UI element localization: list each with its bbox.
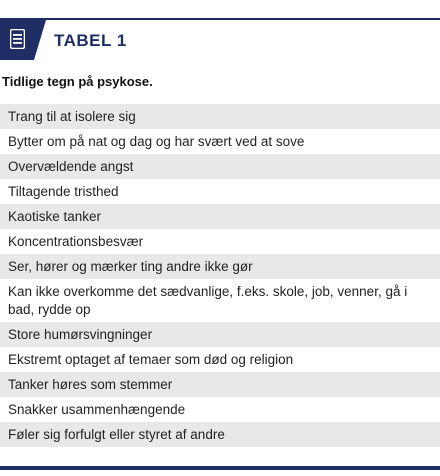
table-row: Kaotiske tanker: [0, 204, 440, 229]
table-row: Tanker høres som stemmer: [0, 372, 440, 397]
table-title: TABEL 1: [54, 31, 127, 50]
table-rows: [0, 104, 440, 447]
table-row: Tiltagende tristhed: [0, 179, 440, 204]
table-row: Koncentrationsbesvær: [0, 229, 440, 254]
table-row: Store humørsvingninger: [0, 322, 440, 347]
header-icon-box: [0, 20, 34, 60]
table-header: [0, 18, 440, 62]
table-row: Føler sig forfulgt eller styret af andre: [0, 422, 440, 447]
table-row: Kan ikke overkomme det sædvanlige, f.eks. skole, job, venner, gå i bad, rydde op: [0, 279, 440, 322]
table-row: Bytter om på nat og dag og har svært ved at sove: [0, 129, 440, 154]
table-row: Snakker usammenhængende: [0, 397, 440, 422]
table-row: Trang til at isolere sig: [0, 104, 440, 129]
table-bottom-rule: [0, 466, 440, 470]
table-row: Ser, hører og mærker ting andre ikke gør: [0, 254, 440, 279]
table-row: Overvældende angst: [0, 154, 440, 179]
table-caption: Tidlige tegn på psykose.: [2, 74, 153, 89]
table-row: Ekstremt optaget af temaer som død og religion: [0, 347, 440, 372]
header-top-rule: [0, 18, 440, 20]
document-list-icon: [10, 29, 25, 49]
